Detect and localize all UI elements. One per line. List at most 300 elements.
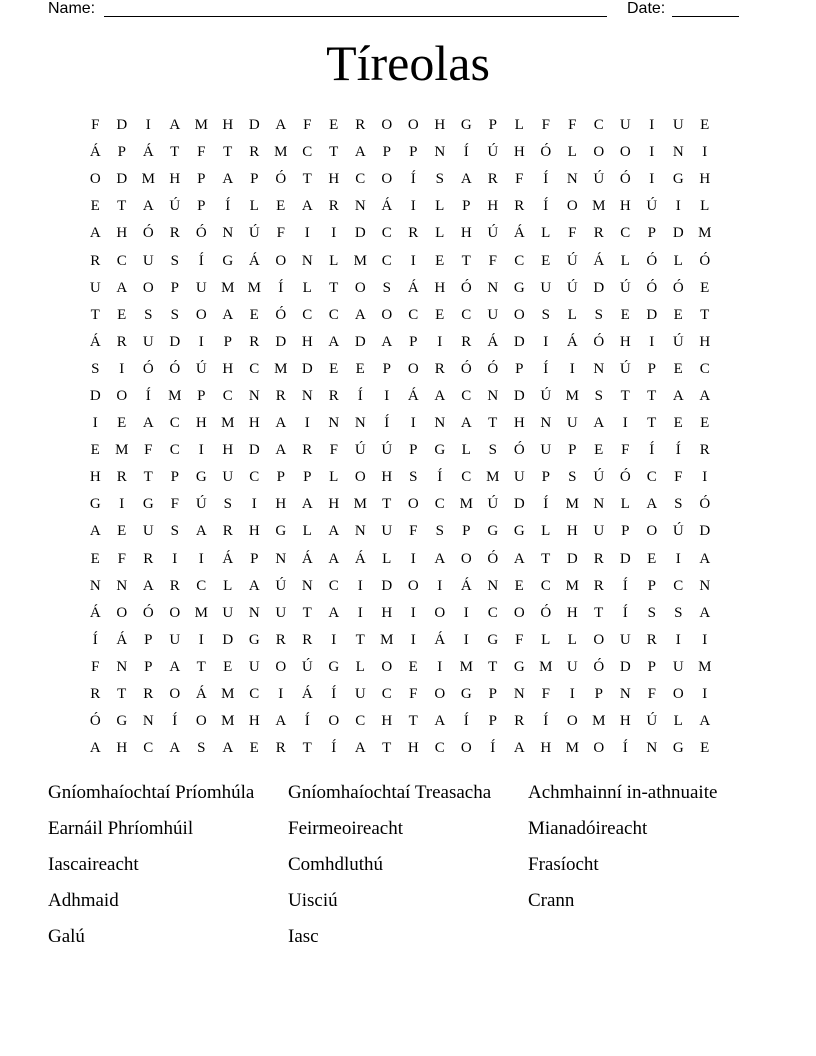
grid-letter: M (194, 117, 208, 134)
word-list-item: Achmhainní in-athnuaite (528, 782, 718, 803)
grid-letter: Í (278, 279, 284, 296)
grid-letter: F (409, 686, 418, 703)
grid-letter: T (143, 469, 153, 486)
grid-letter: E (594, 442, 604, 459)
grid-letter: A (169, 117, 181, 134)
grid-letter: E (329, 117, 339, 134)
grid-letter: T (302, 604, 312, 621)
grid-letter: N (275, 550, 287, 567)
grid-row (82, 193, 742, 220)
grid-letter: I (357, 577, 363, 594)
grid-letter: R (302, 631, 313, 648)
grid-letter: E (700, 740, 710, 757)
grid-letter: Ú (195, 360, 207, 377)
grid-letter: Í (622, 577, 628, 594)
grid-letter: T (90, 306, 100, 323)
grid-letter: Ú (566, 252, 578, 269)
grid-letter: Í (304, 713, 310, 730)
grid-letter: U (354, 686, 366, 703)
grid-letter: M (274, 360, 288, 377)
grid-letter: H (248, 713, 260, 730)
grid-letter: I (649, 171, 655, 188)
grid-letter: I (410, 550, 416, 567)
grid-letter: Ú (593, 171, 605, 188)
grid-letter: S (223, 496, 232, 513)
grid-letter: Ó (593, 658, 605, 675)
grid-letter: L (620, 252, 630, 269)
grid-letter: U (566, 415, 578, 432)
grid-letter: Ó (460, 360, 472, 377)
grid-letter: Ó (460, 279, 472, 296)
grid-letter: P (568, 442, 577, 459)
grid-letter: H (566, 523, 578, 540)
grid-letter: M (592, 198, 606, 215)
grid-letter: S (409, 469, 418, 486)
grid-letter: N (672, 144, 684, 161)
grid-letter: C (461, 306, 472, 323)
word-list-item: Gníomhaíochtaí Príomhúla (48, 782, 255, 803)
grid-letter: C (514, 252, 525, 269)
grid-letter: F (170, 496, 179, 513)
grid-letter: S (594, 306, 603, 323)
grid-letter: R (249, 333, 260, 350)
grid-letter: A (434, 387, 446, 404)
grid-letter: T (302, 740, 312, 757)
grid-letter: T (700, 306, 710, 323)
grid-letter: Á (195, 686, 207, 703)
grid-letter: N (142, 713, 154, 730)
grid-letter: A (248, 577, 260, 594)
grid-letter: U (540, 442, 552, 459)
grid-letter: O (169, 604, 181, 621)
grid-letter: A (142, 577, 154, 594)
grid-row (82, 356, 742, 383)
grid-letter: P (409, 333, 418, 350)
grid-letter: Í (437, 469, 443, 486)
grid-letter: Í (463, 713, 469, 730)
grid-letter: M (592, 713, 606, 730)
grid-letter: O (566, 198, 578, 215)
grid-letter: I (145, 117, 151, 134)
grid-letter: U (540, 279, 552, 296)
grid-letter: M (115, 442, 129, 459)
grid-letter: R (90, 252, 101, 269)
grid-letter: N (593, 360, 605, 377)
grid-letter: R (116, 333, 127, 350)
grid-row (82, 518, 742, 545)
grid-letter: U (169, 631, 181, 648)
grid-letter: F (541, 117, 550, 134)
grid-letter: Ú (487, 225, 499, 242)
grid-letter: O (407, 117, 419, 134)
grid-letter: C (461, 469, 472, 486)
grid-letter: U (672, 658, 684, 675)
grid-letter: I (198, 631, 204, 648)
grid-letter: L (223, 577, 233, 594)
grid-letter: N (116, 577, 128, 594)
grid-letter: A (460, 171, 472, 188)
grid-letter: Á (460, 577, 472, 594)
grid-letter: N (328, 415, 340, 432)
word-list-item: Gníomhaíochtaí Treasacha (288, 782, 492, 803)
grid-letter: H (381, 604, 393, 621)
grid-letter: H (275, 496, 287, 513)
grid-letter: L (382, 550, 392, 567)
grid-letter: R (169, 577, 180, 594)
grid-letter: Á (487, 333, 499, 350)
grid-letter: O (354, 469, 366, 486)
grid-letter: A (460, 415, 472, 432)
grid-letter: C (328, 306, 339, 323)
grid-letter: D (354, 333, 366, 350)
grid-letter: A (699, 713, 711, 730)
grid-letter: I (702, 631, 708, 648)
grid-letter: P (462, 523, 471, 540)
grid-letter: T (541, 550, 551, 567)
grid-letter: L (514, 117, 524, 134)
grid-letter: O (275, 658, 287, 675)
grid-letter: I (463, 604, 469, 621)
grid-letter: A (222, 306, 234, 323)
grid-row (82, 383, 742, 410)
grid-letter: O (460, 550, 472, 567)
grid-letter: I (649, 144, 655, 161)
grid-letter: D (116, 117, 128, 134)
grid-letter: G (248, 631, 260, 648)
date-label: Date: (627, 0, 666, 17)
grid-letter: N (301, 387, 313, 404)
grid-letter: M (194, 604, 208, 621)
grid-letter: R (355, 117, 366, 134)
grid-letter: Ú (195, 496, 207, 513)
grid-letter: U (89, 279, 101, 296)
grid-letter: Á (301, 550, 313, 567)
grid-letter: I (463, 631, 469, 648)
grid-letter: E (435, 252, 445, 269)
grid-letter: L (567, 631, 577, 648)
grid-letter: E (673, 415, 683, 432)
grid-letter: U (487, 306, 499, 323)
grid-letter: A (142, 198, 154, 215)
grid-letter: T (408, 713, 418, 730)
grid-letter: L (567, 306, 577, 323)
grid-letter: U (275, 604, 287, 621)
grid-row (82, 491, 742, 518)
grid-letter: A (169, 740, 181, 757)
grid-letter: R (461, 333, 472, 350)
grid-letter: D (566, 550, 578, 567)
grid-letter: T (594, 604, 604, 621)
grid-letter: T (488, 415, 498, 432)
grid-letter: A (169, 658, 181, 675)
grid-letter: U (222, 469, 234, 486)
grid-letter: M (698, 225, 712, 242)
grid-letter: O (566, 713, 578, 730)
grid-letter: L (541, 225, 551, 242)
grid-letter: E (647, 550, 657, 567)
grid-letter: H (169, 171, 181, 188)
grid-letter: N (248, 604, 260, 621)
grid-letter: I (410, 604, 416, 621)
grid-letter: I (675, 631, 681, 648)
grid-letter: A (328, 550, 340, 567)
grid-letter: P (541, 469, 550, 486)
grid-letter: H (381, 713, 393, 730)
grid-letter: S (435, 171, 444, 188)
grid-letter: I (410, 252, 416, 269)
grid-letter: D (301, 360, 313, 377)
grid-letter: H (513, 144, 525, 161)
grid-letter: A (328, 333, 340, 350)
grid-letter: E (514, 577, 524, 594)
grid-letter: P (382, 360, 391, 377)
grid-letter: M (459, 496, 473, 513)
grid-letter: S (568, 469, 577, 486)
grid-letter: F (144, 442, 153, 459)
grid-letter: O (354, 279, 366, 296)
grid-letter: L (461, 442, 471, 459)
grid-letter: T (488, 658, 498, 675)
grid-letter: O (593, 740, 605, 757)
grid-letter: H (328, 496, 340, 513)
grid-letter: Á (407, 387, 419, 404)
grid-letter: P (647, 577, 656, 594)
grid-letter: R (275, 740, 286, 757)
grid-letter: F (276, 225, 285, 242)
grid-letter: A (328, 523, 340, 540)
grid-letter: C (381, 252, 392, 269)
grid-letter: F (91, 658, 100, 675)
grid-letter: H (222, 117, 234, 134)
grid-letter: G (195, 469, 207, 486)
grid-letter: Í (622, 740, 628, 757)
grid-letter: O (381, 306, 393, 323)
grid-letter: A (381, 333, 393, 350)
grid-letter: O (381, 171, 393, 188)
grid-letter: I (251, 496, 257, 513)
grid-letter: I (437, 577, 443, 594)
grid-letter: G (513, 523, 525, 540)
grid-row (82, 573, 742, 600)
grid-letter: P (594, 686, 603, 703)
grid-letter: Í (543, 198, 549, 215)
grid-letter: N (513, 686, 525, 703)
grid-letter: U (672, 117, 684, 134)
grid-letter: N (248, 387, 260, 404)
grid-row (82, 302, 742, 329)
grid-letter: Ú (593, 469, 605, 486)
grid-letter: E (223, 658, 233, 675)
grid-letter: C (487, 604, 498, 621)
grid-letter: Á (89, 144, 101, 161)
grid-letter: G (116, 713, 128, 730)
grid-letter: Ó (672, 279, 684, 296)
grid-letter: M (459, 658, 473, 675)
grid-letter: P (621, 523, 630, 540)
grid-letter: R (275, 631, 286, 648)
grid-letter: R (699, 442, 710, 459)
grid-letter: O (593, 631, 605, 648)
word-list-item: Galú (48, 926, 85, 947)
grid-letter: I (569, 360, 575, 377)
grid-letter: O (434, 604, 446, 621)
grid-letter: R (249, 144, 260, 161)
grid-row (82, 654, 742, 681)
grid-letter: L (700, 198, 710, 215)
word-search-grid (82, 112, 742, 762)
grid-row (82, 681, 742, 708)
grid-letter: R (90, 686, 101, 703)
grid-letter: R (328, 198, 339, 215)
grid-letter: I (569, 686, 575, 703)
grid-letter: E (90, 442, 100, 459)
grid-letter: I (622, 415, 628, 432)
grid-letter: Ú (169, 198, 181, 215)
grid-letter: R (143, 550, 154, 567)
name-blank-line (104, 16, 607, 17)
grid-letter: F (91, 117, 100, 134)
grid-letter: A (116, 279, 128, 296)
grid-letter: T (302, 171, 312, 188)
grid-letter: Á (89, 333, 101, 350)
grid-letter: D (354, 225, 366, 242)
grid-letter: O (672, 686, 684, 703)
grid-letter: I (410, 415, 416, 432)
grid-letter: C (355, 171, 366, 188)
grid-letter: A (275, 713, 287, 730)
grid-letter: Í (225, 198, 231, 215)
grid-letter: U (222, 604, 234, 621)
grid-letter: Á (248, 252, 260, 269)
word-list-item: Earnáil Phríomhúil (48, 818, 194, 839)
grid-letter: M (247, 279, 261, 296)
grid-letter: S (144, 306, 153, 323)
grid-letter: O (142, 279, 154, 296)
grid-letter: M (565, 496, 579, 513)
grid-letter: D (381, 577, 393, 594)
grid-letter: R (593, 577, 604, 594)
grid-letter: D (619, 658, 631, 675)
grid-letter: C (620, 225, 631, 242)
grid-letter: T (647, 387, 657, 404)
grid-letter: S (488, 442, 497, 459)
grid-letter: I (198, 333, 204, 350)
grid-letter: P (117, 144, 126, 161)
grid-letter: S (594, 387, 603, 404)
grid-letter: M (565, 387, 579, 404)
word-list-item: Mianadóireacht (528, 818, 648, 839)
grid-letter: E (700, 415, 710, 432)
grid-letter: C (408, 306, 419, 323)
grid-letter: P (488, 713, 497, 730)
grid-letter: A (593, 415, 605, 432)
grid-letter: I (702, 686, 708, 703)
grid-letter: Ú (672, 333, 684, 350)
grid-letter: I (410, 198, 416, 215)
grid-letter: C (302, 144, 313, 161)
grid-letter: R (487, 171, 498, 188)
grid-letter: I (675, 198, 681, 215)
grid-row (82, 275, 742, 302)
grid-letter: P (144, 658, 153, 675)
grid-letter: M (698, 658, 712, 675)
grid-letter: A (434, 713, 446, 730)
grid-letter: D (275, 333, 287, 350)
grid-letter: M (221, 415, 235, 432)
grid-letter: R (408, 225, 419, 242)
grid-letter: R (593, 550, 604, 567)
grid-row (82, 437, 742, 464)
grid-letter: F (568, 117, 577, 134)
grid-letter: P (488, 117, 497, 134)
grid-letter: G (460, 117, 472, 134)
worksheet-header (48, 0, 748, 20)
grid-letter: H (619, 713, 631, 730)
word-list-item: Iascaireacht (48, 854, 139, 875)
grid-letter: A (89, 523, 101, 540)
grid-letter: O (275, 252, 287, 269)
grid-letter: H (699, 333, 711, 350)
grid-letter: I (304, 225, 310, 242)
grid-letter: Í (410, 171, 416, 188)
grid-letter: Í (543, 713, 549, 730)
grid-letter: Ú (619, 279, 631, 296)
grid-letter: H (301, 333, 313, 350)
grid-letter: Ó (142, 225, 154, 242)
grid-letter: M (168, 387, 182, 404)
grid-letter: Í (92, 631, 98, 648)
grid-letter: N (487, 279, 499, 296)
grid-letter: I (702, 469, 708, 486)
grid-letter: D (248, 117, 260, 134)
grid-letter: I (437, 658, 443, 675)
grid-letter: R (143, 686, 154, 703)
grid-letter: C (302, 306, 313, 323)
grid-letter: T (647, 415, 657, 432)
grid-letter: H (116, 740, 128, 757)
grid-letter: O (89, 171, 101, 188)
grid-letter: Ó (593, 333, 605, 350)
grid-letter: U (566, 658, 578, 675)
grid-letter: T (355, 631, 365, 648)
grid-letter: L (355, 658, 365, 675)
grid-letter: T (461, 252, 471, 269)
grid-letter: C (143, 740, 154, 757)
grid-letter: Í (490, 740, 496, 757)
grid-letter: P (303, 469, 312, 486)
grid-letter: A (195, 523, 207, 540)
grid-letter: O (460, 740, 472, 757)
grid-letter: H (460, 225, 472, 242)
grid-letter: Ó (646, 279, 658, 296)
grid-letter: T (196, 658, 206, 675)
grid-letter: P (382, 144, 391, 161)
grid-letter: Á (381, 198, 393, 215)
grid-letter: Á (434, 631, 446, 648)
grid-letter: F (197, 144, 206, 161)
grid-letter: D (222, 631, 234, 648)
grid-letter: I (119, 496, 125, 513)
grid-letter: D (513, 333, 525, 350)
page-title: Tíreolas (326, 35, 490, 91)
grid-letter: E (673, 306, 683, 323)
grid-letter: S (170, 252, 179, 269)
grid-letter: F (303, 117, 312, 134)
grid-letter: R (302, 442, 313, 459)
grid-letter: S (197, 740, 206, 757)
grid-letter: Í (622, 604, 628, 621)
grid-letter: E (249, 740, 259, 757)
